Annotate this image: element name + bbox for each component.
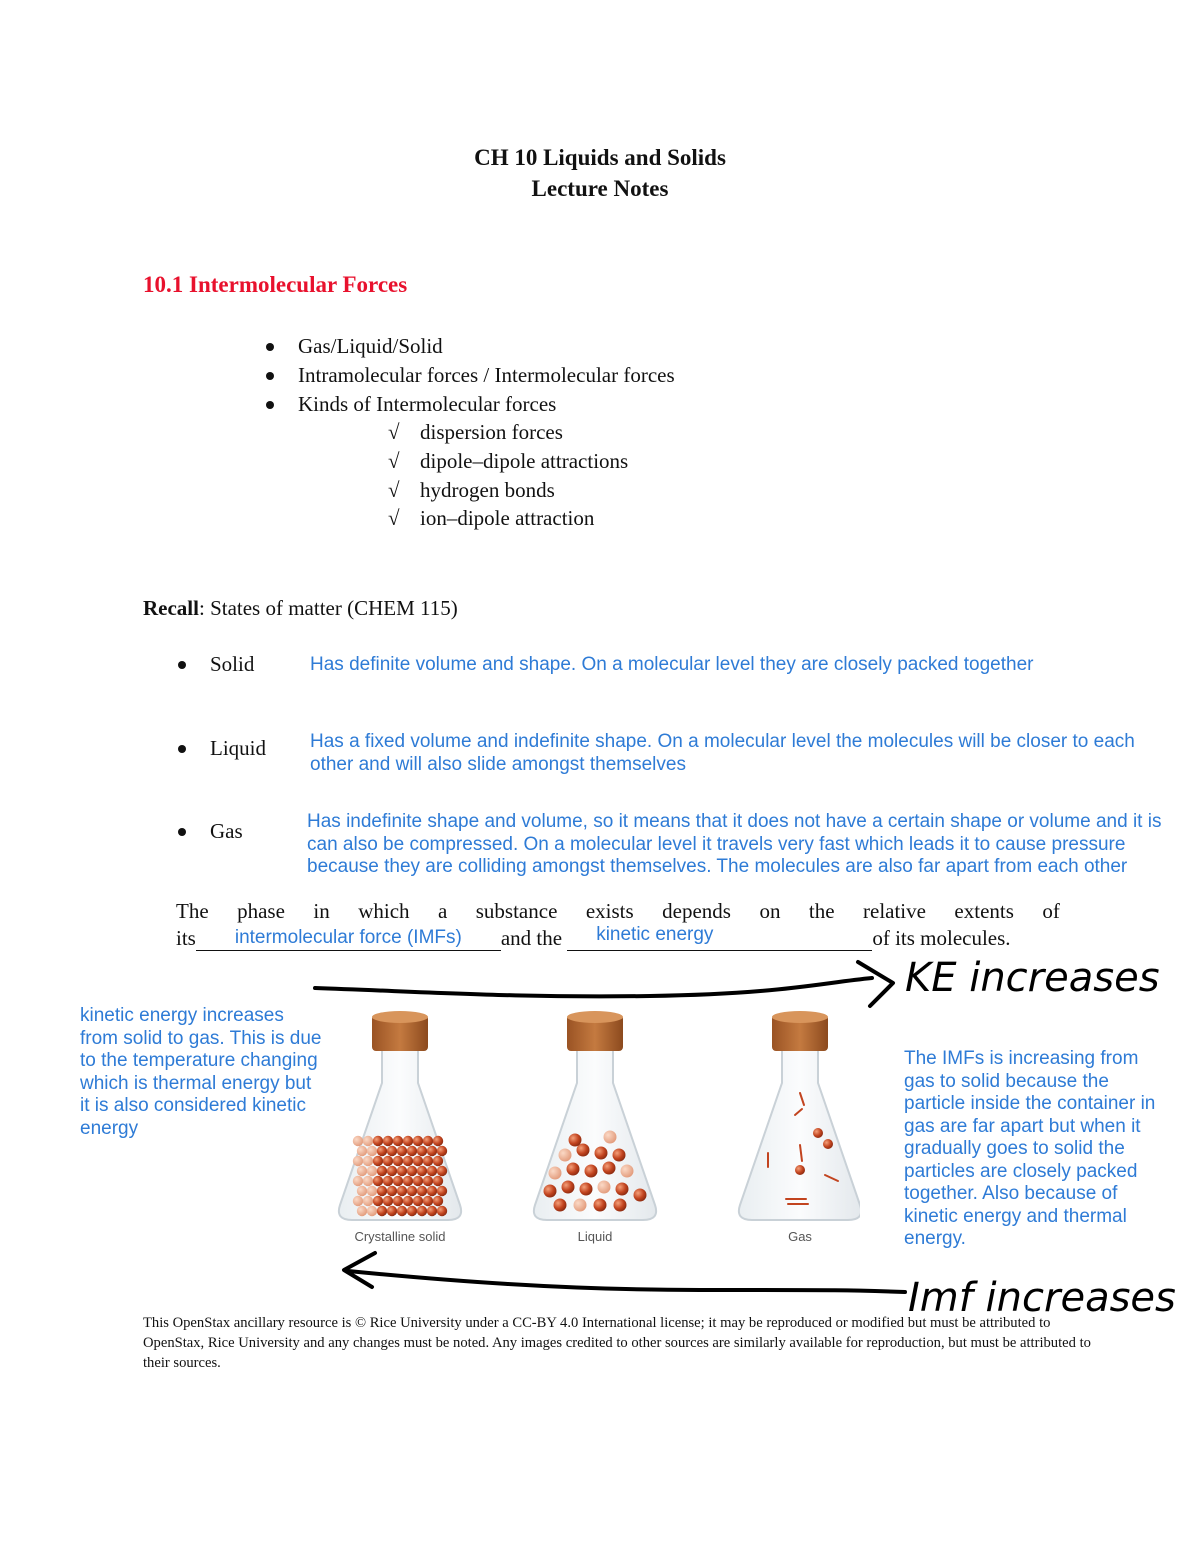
recall-text: : States of matter (CHEM 115) [198,596,458,620]
solid-particle [373,1156,383,1166]
liquid-particle [554,1199,567,1212]
license-footer: This OpenStax ancillary resource is © Rice University under a CC-BY 4.0 International license; it may be reproduced or modified but must be attributed to OpenStax, Rice University and any changes must be noted. Any images credited to other sources are similarly available for reproduction, but must be attributed to their sources. [143,1315,1091,1371]
solid-particle [377,1166,387,1176]
state-name: Solid [210,652,255,676]
word: substance [475,899,558,923]
solid-particle [387,1166,397,1176]
solid-particle [353,1136,363,1146]
bullet-text: Intramolecular forces / Intermolecular forces [298,363,675,387]
solid-particle [357,1166,367,1176]
state-name: Gas [210,819,243,843]
solid-particle [403,1196,413,1206]
solid-particle [423,1176,433,1186]
imf-increases-handwriting: Imf increases [908,1275,1176,1321]
solid-particle [417,1166,427,1176]
word: the [808,899,835,923]
solid-particle [413,1136,423,1146]
flask-liquid [534,1011,656,1220]
recall-label: Recall [143,596,199,620]
solid-particle [437,1146,447,1156]
solid-particle [413,1156,423,1166]
solid-particle [427,1186,437,1196]
ke-arrow-line [315,978,872,996]
solid-particle [397,1166,407,1176]
liquid-particle [614,1199,627,1212]
check-mark-icon: √ [388,420,400,444]
solid-particle [357,1186,367,1196]
check-mark-icon: √ [388,478,400,502]
figure-label-gas: Gas [788,1229,812,1244]
solid-particle [397,1186,407,1196]
liquid-particle [569,1134,582,1147]
solid-particle [397,1206,407,1216]
word: phase [237,899,285,923]
solid-particle [387,1186,397,1196]
solid-particle [387,1146,397,1156]
solid-particle [403,1176,413,1186]
word: The [176,899,209,923]
word: of [1042,899,1060,923]
liquid-particle [613,1149,626,1162]
states-figure [330,1005,860,1245]
solid-particle [417,1146,427,1156]
solid-particle [383,1196,393,1206]
solid-particle [433,1156,443,1166]
ke-increases-handwriting: KE increases [905,955,1160,1001]
liquid-particle [603,1162,616,1175]
state-name: Liquid [210,736,266,760]
bullet-text: Kinds of Intermolecular forces [298,392,557,416]
flask-solid [339,1011,461,1220]
solid-particle [423,1136,433,1146]
figure-label-solid: Crystalline solid [354,1229,446,1244]
check-text: hydrogen bonds [420,478,555,502]
liquid-particle [595,1147,608,1160]
solid-particle [393,1196,403,1206]
liquid-particle [559,1149,572,1162]
liquid-particle [562,1181,575,1194]
left-note: kinetic energy increases from solid to gas. This is due to the temperature changing which is thermal energy but it is also considered kinetic energy [80,1005,322,1139]
solid-particle [357,1206,367,1216]
solid-particle [417,1206,427,1216]
liquid-particle [544,1185,557,1198]
solid-particle [413,1196,423,1206]
ke-arrow-head [858,962,893,1006]
solid-particle [437,1186,447,1196]
solid-particle [363,1136,373,1146]
liquid-particle [634,1189,647,1202]
solid-particle [357,1146,367,1156]
solid-particle [433,1176,443,1186]
solid-particle [363,1196,373,1206]
word: of its molecules. [872,926,1011,950]
solid-particle [437,1166,447,1176]
liquid-particle [604,1131,617,1144]
check-text: ion–dipole attraction [420,506,595,530]
liquid-particle [580,1183,593,1196]
liquid-particle [574,1199,587,1212]
solid-particle [367,1206,377,1216]
state-note-solid: Has definite volume and shape. On a molecular level they are closely packed together [310,654,1034,675]
solid-particle [383,1156,393,1166]
word: its [176,926,196,950]
solid-particle [363,1156,373,1166]
word: on [759,899,781,923]
check-mark-icon: √ [388,449,400,473]
solid-particle [353,1196,363,1206]
liquid-particle [549,1167,562,1180]
solid-particle [437,1206,447,1216]
solid-particle [423,1156,433,1166]
solid-particle [393,1176,403,1186]
check-mark-icon: √ [388,506,400,530]
doc-subtitle: Lecture Notes [531,176,669,201]
solid-particle [407,1146,417,1156]
doc-title: CH 10 Liquids and Solids [474,145,726,170]
word: depends [662,899,731,923]
solid-particle [383,1136,393,1146]
imf-arrow-line [348,1271,905,1292]
solid-particle [433,1196,443,1206]
solid-particle [373,1176,383,1186]
solid-particle [407,1166,417,1176]
solid-particle [383,1176,393,1186]
solid-particle [393,1156,403,1166]
figure-label-liquid: Liquid [577,1229,613,1244]
state-note-gas: Has indefinite shape and volume, so it means that it does not have a certain shape or volume and it is can also be compressed. On a molecular level it travels very fast which leads it to cause pressure because they are colliding amongst themselves. The molecules are also far apart from each other [307,811,1162,877]
solid-particle [353,1156,363,1166]
solid-particle [403,1156,413,1166]
solid-particle [373,1196,383,1206]
solid-particle [363,1176,373,1186]
right-note: The IMFs is increasing from gas to solid because the particle inside the container in gas are far apart but when it gradually goes to solid the particles are closely packed together. Also because of kinetic energy and thermal energy. [904,1048,1156,1249]
word: and the [500,926,563,950]
check-text: dipole–dipole attractions [420,449,629,473]
solid-particle [423,1196,433,1206]
solid-particle [407,1206,417,1216]
solid-particle [393,1136,403,1146]
blank-ke-answer: kinetic energy [596,924,714,945]
solid-particle [417,1186,427,1196]
liquid-particle [598,1181,611,1194]
bullet-text: Gas/Liquid/Solid [298,334,443,358]
solid-particle [427,1206,437,1216]
solid-particle [367,1186,377,1196]
liquid-particle [567,1163,580,1176]
word: in [313,899,330,923]
word: extents [954,899,1014,923]
flask-gas [739,1011,860,1220]
word: relative [863,899,926,923]
solid-particle [387,1206,397,1216]
solid-particle [373,1136,383,1146]
blank-imf-answer: intermolecular force (IMFs) [234,927,462,948]
solid-particle [397,1146,407,1156]
solid-particle [427,1146,437,1156]
solid-particle [433,1136,443,1146]
solid-particle [403,1136,413,1146]
liquid-particle [616,1183,629,1196]
liquid-particle [621,1165,634,1178]
solid-particle [377,1186,387,1196]
check-text: dispersion forces [420,420,563,444]
solid-particle [367,1166,377,1176]
state-note-liquid: Has a fixed volume and indefinite shape. On a molecular level the molecules will be closer to each other and will also slide amongst themselves [310,731,1135,775]
liquid-particle [585,1165,598,1178]
word: exists [585,899,634,923]
solid-particle [413,1176,423,1186]
word: which [358,899,410,923]
solid-particle [377,1206,387,1216]
solid-particle [353,1176,363,1186]
section-heading: 10.1 Intermolecular Forces [143,272,408,297]
solid-particle [427,1166,437,1176]
word: a [437,899,448,923]
solid-particle [367,1146,377,1156]
solid-particle [377,1146,387,1156]
liquid-particle [594,1199,607,1212]
solid-particle [407,1186,417,1196]
